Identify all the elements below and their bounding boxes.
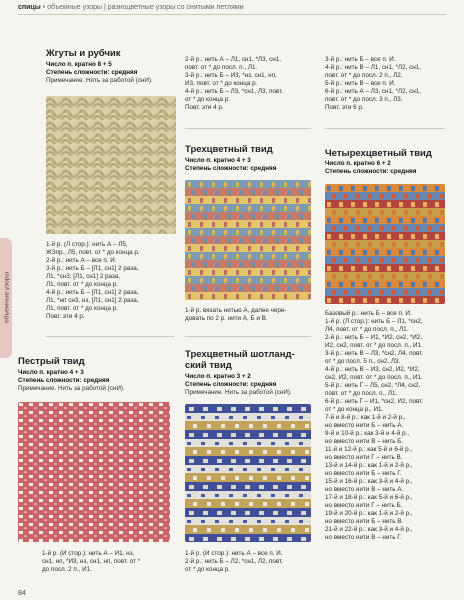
pattern-meta-trikh — [185, 157, 276, 173]
breadcrumb: спицы • объемные узоры | разноцветные узоры со снятыми петлями — [18, 4, 244, 11]
instruction-line: от * до посл. 5 п., сн2, Л3. — [325, 358, 401, 365]
pattern-title-chetyr: Четырехцветный твид — [325, 148, 432, 159]
instruction-line: 6-й р.: нить Г – И1, *сн2, И2, повт. — [325, 398, 424, 405]
instructions-trikh — [185, 307, 287, 323]
instruction-line: Л1, повт. от * до конца р. — [46, 305, 118, 312]
instruction-line: 4-й р.: нить Б – [Л1, сн1] 2 раза, — [46, 289, 139, 296]
instruction-line: ЖЗпр., Л5, повт. от * до конца р. — [46, 249, 140, 256]
instruction-line: 3-й р.: нить В – Л3, *сн2, Л4, повт. — [325, 350, 424, 357]
instruction-line: И2, сн2, повт. от * до посл. п., И1. — [325, 342, 423, 349]
instruction-line: Л1, повт. от * до конца р. — [46, 281, 118, 288]
instruction-line: от * до конца р., И1. — [325, 406, 384, 413]
divider — [46, 336, 174, 337]
knit-swatch-chetyr — [325, 184, 445, 304]
instruction-line: 5-й р.: нить Г – Л5, сн2, *Л4, сн2, — [325, 382, 421, 389]
instruction-line: 9-й и 10-й р.: как 3-й и 4-й р., — [325, 430, 410, 437]
instruction-line: Повт. эти 4 р. — [185, 104, 224, 111]
pattern-title-pestry: Пестрый твид — [18, 356, 85, 367]
instruction-line: повт. от * до посл. 3 п., Л3. — [325, 96, 403, 103]
instruction-line: 1-й р. (И стор.): нить А – все п. И. — [185, 550, 283, 557]
instruction-line: 2-й р.: нить Б – Л2, *сн1, Л2, повт. — [185, 558, 284, 565]
instruction-line: от * до конца р. — [185, 566, 231, 573]
divider — [185, 128, 311, 129]
stitch-count: Число п. кратно 8 + 5 — [46, 61, 112, 68]
instruction-line: но вместо нити Б – нить Г. — [325, 470, 402, 477]
instruction-line: 17-й и 18-й р.: как 5-й и 6-й р., — [325, 494, 413, 501]
knit-swatch-pestry — [18, 402, 170, 542]
instruction-line: 1-й р. (И стор.): нить А – И1, нз, — [42, 550, 135, 557]
instructions-col3-top — [325, 56, 421, 112]
instruction-line: 15-й и 16-й р.: как 3-й и 4-й р., — [325, 478, 413, 485]
instructions-zhguty — [46, 241, 140, 321]
running-header — [0, 0, 464, 22]
stitch-count: Число п. кратно 6 + 2 — [325, 160, 391, 167]
pattern-title-trikh: Трехцветный твид — [185, 144, 273, 155]
instruction-line: но вместо нити В – нить А. — [325, 486, 404, 493]
instruction-line: 13-й и 14-й р.: как 1-й и 2-й р., — [325, 462, 413, 469]
instruction-line: но вместо нити В – нить Б. — [325, 438, 404, 445]
divider — [185, 336, 311, 337]
instruction-line: 6-й р.: нить А – Л3, сн1, *Л2, сн1, — [325, 88, 421, 95]
instruction-line: повт. от * до посл. п., Л1. — [325, 390, 398, 397]
instruction-line: Повт. эти 4 р. — [46, 313, 85, 320]
instruction-line: 2-й р.: нить А – Л1, сн1, *Л3, сн1, — [185, 56, 281, 63]
section-side-tab — [0, 238, 12, 358]
instruction-line: 2-й р.: нить Б – И1, *И2, сн2, *И2, — [325, 334, 423, 341]
difficulty: Степень сложности: средняя — [185, 165, 277, 172]
instruction-line: 4-й р.: нить Б – Л3, *сн1, Л3, повт. — [185, 88, 284, 95]
pattern-meta-chetyr — [325, 160, 416, 176]
instruction-line: повт. от * до посл. 2 п., Л2. — [325, 72, 403, 79]
instruction-line: 4-й р.: нить В – Л1, сн1, *Л2, сн1, — [325, 64, 421, 71]
instruction-line: но вместо нити В – нить Г. — [325, 534, 402, 541]
instruction-line: 1-й р. (Л стор.): нить Б – Л1, *сн2, — [325, 318, 423, 325]
instruction-line: но вместо нити Б – нить А. — [325, 422, 404, 429]
title-line: ский твид — [185, 360, 232, 371]
pattern-title-zhguty: Жгуты и рубчик — [46, 48, 121, 59]
instruction-line: сн1, нп, *И3, нз, сн1, нп, повт. от * — [42, 558, 141, 565]
instruction-line: 19-й и 20-й р.: как 1-й и 2-й р., — [325, 510, 413, 517]
instruction-line: довать по 2 р. нити А, Б и В. — [185, 315, 268, 322]
breadcrumb-section: спицы — [18, 4, 41, 11]
instructions-chetyr — [325, 310, 423, 542]
instruction-line: 11-й и 12-й р.: как 5-й и 6-й р., — [325, 446, 413, 453]
instruction-line: но вместо нити Г – нить Б. — [325, 502, 403, 509]
instruction-line: Л1, *сн3, [Л1, сн1] 2 раза, — [46, 273, 121, 280]
pattern-meta-zhguty — [46, 61, 153, 85]
instructions-col2-top — [185, 56, 283, 112]
instruction-line: 21-й и 22-й р.: как 3-й и 4-й р., — [325, 526, 413, 533]
instruction-line: 3-й р.: нить Б – [Л1, сн1] 2 раза, — [46, 265, 139, 272]
note: Примечание. Нить за работой (снИ). — [46, 77, 153, 84]
instruction-line: до посл. 2 п., И1. — [42, 566, 92, 573]
instruction-line: 3-й р.: нить Б – все п. И. — [325, 56, 396, 63]
instruction-line: от * до конца р. — [185, 96, 231, 103]
note: Примечание. Нить за работой (снИ). — [18, 385, 125, 392]
instruction-line: но вместо нити Г – нить В. — [325, 454, 403, 461]
pattern-meta-shotl — [185, 373, 292, 397]
instruction-line: 4-й р.: нить В – И3, сн2, И2, *И2, — [325, 366, 420, 373]
knit-swatch-trikh — [185, 180, 311, 300]
header-rule — [18, 14, 446, 15]
stitch-count: Число п. кратно 3 + 2 — [185, 373, 251, 380]
stitch-count: Число п. кратно 4 + 3 — [185, 157, 251, 164]
note: Примечание. Нить за работой (снИ). — [185, 389, 292, 396]
instruction-line: Л4, повт. от * до посл. п., Л1. — [325, 326, 409, 333]
pattern-title-shotl — [185, 349, 295, 371]
difficulty: Степень сложности: средняя — [325, 168, 417, 175]
side-tab-label: объемные узоры — [3, 272, 11, 324]
instruction-line: 2-й р.: нить А – все п. И. — [46, 257, 117, 264]
instruction-line: но вместо нити Б – нить В. — [325, 518, 404, 525]
instruction-line: 3-й р.: нить Б – И3, *нз, сн1, нп, — [185, 72, 277, 79]
stitch-count: Число п. кратно 4 + 3 — [18, 369, 84, 376]
instruction-line: И3, повт. от * до конца р. — [185, 80, 258, 87]
instruction-line: 7-й и 8-й р.: как 1-й и 2-й р., — [325, 414, 406, 421]
difficulty: Степень сложности: средняя — [18, 377, 110, 384]
pattern-meta-pestry — [18, 369, 125, 393]
page-number: 84 — [18, 590, 26, 597]
breadcrumb-crumb2: разноцветные узоры со снятыми петлями — [107, 4, 244, 11]
difficulty: Степень сложности: средняя — [46, 69, 138, 76]
knit-swatch-shotl — [185, 404, 311, 542]
difficulty: Степень сложности: средняя — [185, 381, 277, 388]
instruction-line: 5-й р.: нить В – все п. И. — [325, 80, 396, 87]
breadcrumb-crumb1: объемные узоры — [47, 4, 103, 11]
instruction-line: сн2, И2, повт. от * до посл. п., И1. — [325, 374, 423, 381]
instruction-line: Базовый р.: нить Б – все п. И. — [325, 310, 412, 317]
instruction-line: Повт. эти 6 р. — [325, 104, 364, 111]
knit-swatch-cables — [46, 96, 176, 234]
instruction-line: повт. от * до посл. п., Л1. — [185, 64, 258, 71]
instruction-line: Л1, *нп сн3, нз, [Л1, сн1] 2 раза, — [46, 297, 139, 304]
instruction-line: 1-й р. вязать нитью А, далее чере- — [185, 307, 287, 314]
title-line: Трехцветный шотланд- — [185, 349, 295, 360]
divider — [325, 128, 445, 129]
instructions-pestry — [42, 550, 140, 574]
instruction-line: 1-й р. (Л стор.): нить А – Л5, — [46, 241, 128, 248]
instructions-shotl — [185, 550, 283, 574]
